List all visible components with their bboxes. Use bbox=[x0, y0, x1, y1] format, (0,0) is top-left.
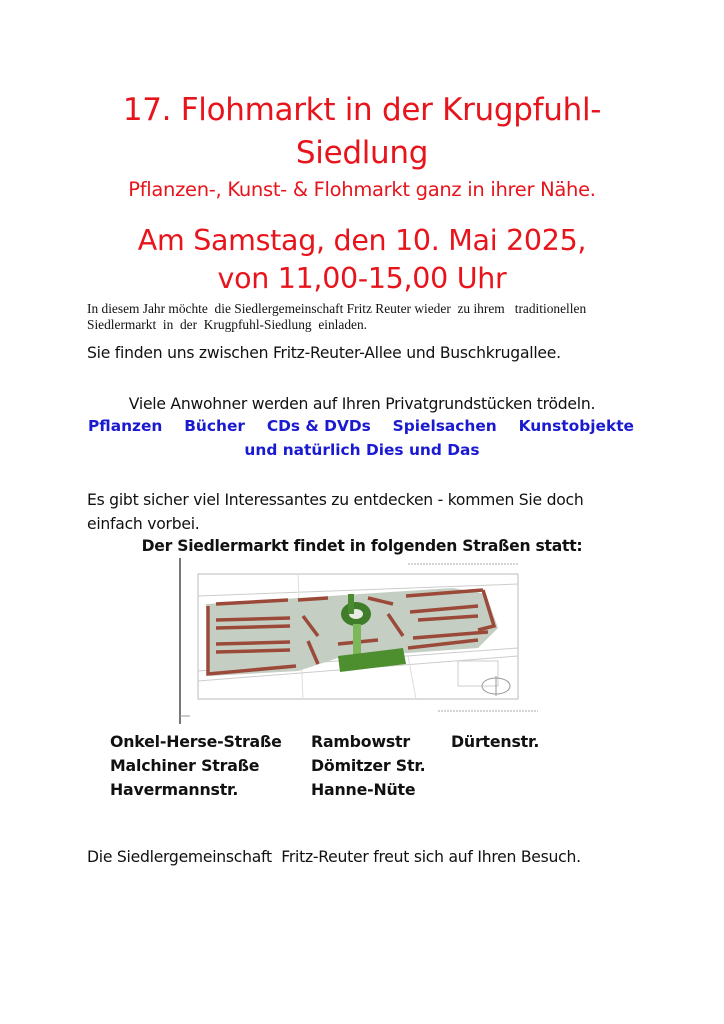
street-hanne-nuete: Hanne-Nüte bbox=[311, 780, 416, 799]
streets-col-1 bbox=[110, 730, 282, 802]
time-line: von 11,00-15,00 Uhr bbox=[217, 262, 507, 295]
street-havermann: Havermannstr. bbox=[110, 780, 239, 799]
intro-line-2: Siedlermarkt in der Krugpfuhl-Siedlung einladen. bbox=[87, 317, 368, 332]
street-doemitzer: Dömitzer Str. bbox=[311, 756, 426, 775]
streets-heading: Der Siedlermarkt findet in folgenden Straßen statt: bbox=[141, 537, 583, 555]
date-line: Am Samstag, den 10. Mai 2025, bbox=[137, 224, 587, 257]
residents-text: Viele Anwohner werden auf Ihren Privatgrundstücken trödeln. bbox=[128, 395, 596, 413]
streets-col-3 bbox=[451, 730, 539, 754]
intro-line-1: In diesem Jahr möchte die Siedlergemeinschaft Fritz Reuter wieder zu ihrem traditionellen bbox=[87, 301, 587, 316]
items-line-2: und natürlich Dies und Das bbox=[244, 441, 480, 459]
site-plan-image bbox=[178, 556, 546, 726]
location-text: Sie finden uns zwischen Fritz-Reuter-Allee und Buschkrugallee. bbox=[87, 344, 561, 362]
title-line-1: 17. Flohmarkt in der Krugpfuhl- bbox=[122, 92, 602, 128]
subtitle: Pflanzen-, Kunst- & Flohmarkt ganz in ihrer Nähe. bbox=[128, 178, 596, 201]
closing-text: Die Siedlergemeinschaft Fritz-Reuter freut sich auf Ihren Besuch. bbox=[87, 848, 581, 866]
item-spielsachen: Spielsachen bbox=[392, 417, 497, 435]
street-onkel-herse: Onkel-Herse-Straße bbox=[110, 732, 282, 751]
items-list bbox=[88, 417, 634, 435]
invite-text bbox=[87, 488, 647, 536]
title-line-2: Siedlung bbox=[295, 135, 429, 171]
street-malchiner: Malchiner Straße bbox=[110, 756, 260, 775]
item-pflanzen: Pflanzen bbox=[88, 417, 163, 435]
invite-line-2: einfach vorbei. bbox=[87, 515, 200, 533]
site-plan-map bbox=[178, 556, 546, 726]
item-cds-dvds: CDs & DVDs bbox=[266, 417, 371, 435]
street-rambow: Rambowstr bbox=[311, 732, 410, 751]
intro-text bbox=[87, 301, 647, 333]
item-buecher: Bücher bbox=[184, 417, 245, 435]
invite-line-1: Es gibt sicher viel Interessantes zu entdecken - kommen Sie doch bbox=[87, 491, 584, 509]
item-kunstobjekte: Kunstobjekte bbox=[518, 417, 634, 435]
street-duerten: Dürtenstr. bbox=[451, 732, 540, 751]
streets-col-2 bbox=[311, 730, 425, 802]
